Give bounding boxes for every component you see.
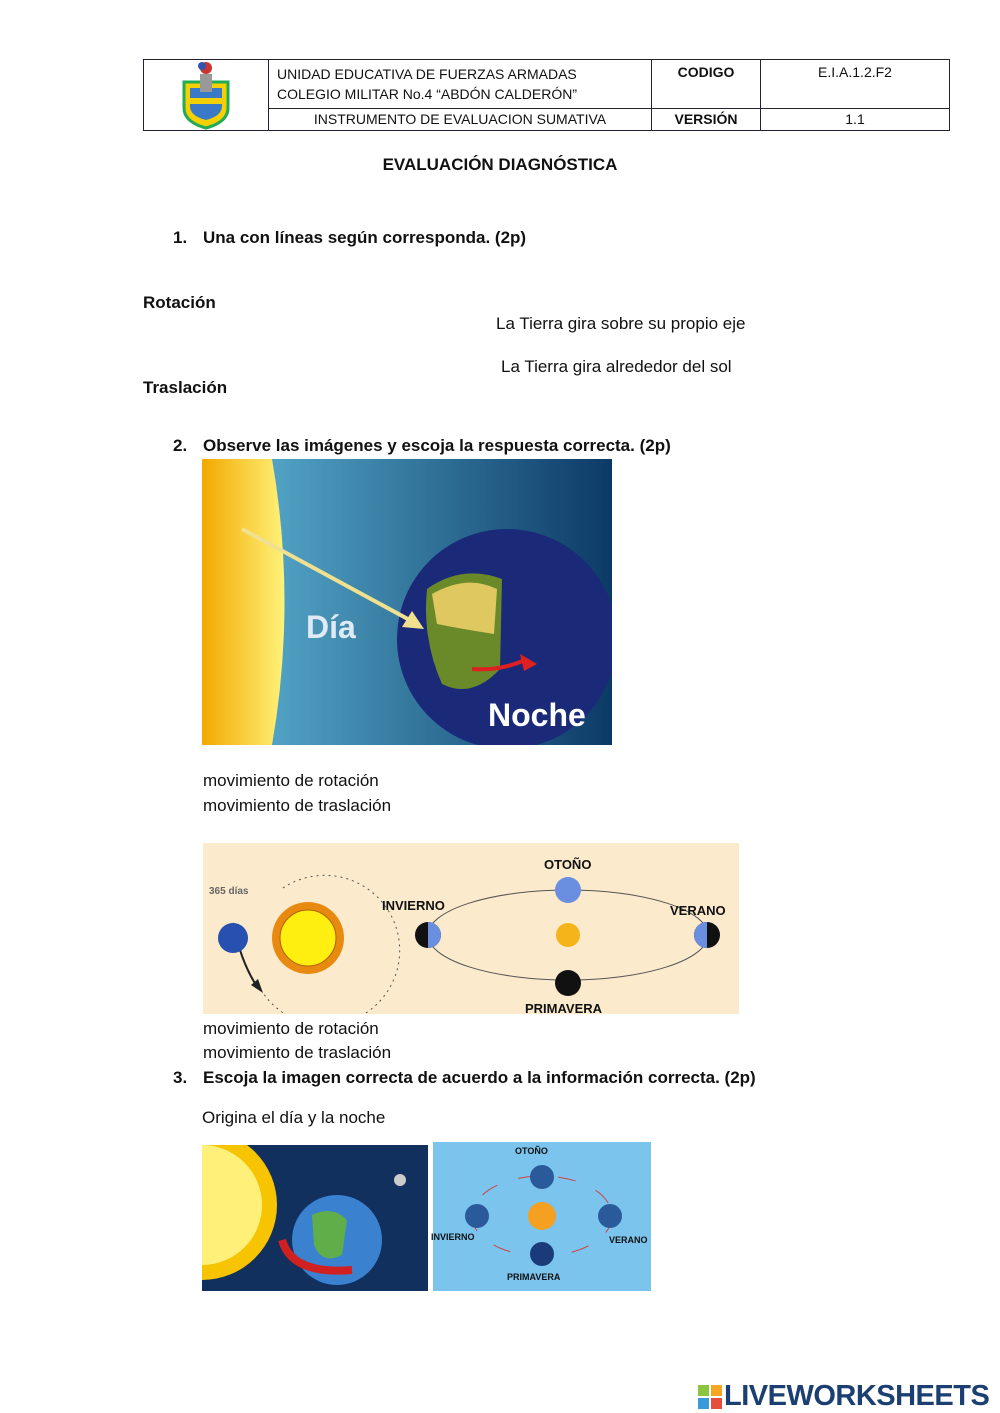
day-night-image	[202, 459, 612, 745]
question-3-number: 3.	[173, 1068, 188, 1087]
day-label: Día	[306, 609, 356, 645]
spring-label: PRIMAVERA	[525, 1001, 603, 1016]
college-name: COLEGIO MILITAR No.4 “ABDÓN CALDERÓN”	[277, 85, 578, 102]
page-title: EVALUACIÓN DIAGNÓSTICA	[382, 155, 618, 174]
school-logo	[144, 60, 269, 131]
question-1-number: 1.	[173, 228, 188, 247]
liveworksheets-logo	[698, 1380, 989, 1413]
code-value: E.I.A.1.2.F2	[761, 60, 950, 109]
option-rotacion-1[interactable]: movimiento de rotación	[203, 771, 379, 790]
spring-label-2: PRIMAVERA	[507, 1272, 561, 1282]
school-name: UNIDAD EDUCATIVA DE FUERZAS ARMADAS	[277, 65, 577, 82]
match-left-rotacion[interactable]: Rotación	[143, 293, 216, 312]
match-right-own-axis[interactable]: La Tierra gira sobre su propio eje	[496, 314, 746, 333]
shield-logo-icon	[176, 60, 236, 130]
match-left-traslacion[interactable]: Traslación	[143, 378, 228, 397]
instrument-name: INSTRUMENTO DE EVALUACION SUMATIVA	[269, 108, 652, 130]
winter-label: INVIERNO	[382, 898, 445, 913]
night-label: Noche	[488, 697, 586, 733]
option-rotacion-2[interactable]: movimiento de rotación	[203, 1019, 379, 1038]
question-2-number: 2.	[173, 436, 188, 455]
translation-image-choice[interactable]	[433, 1142, 651, 1291]
question-3-prompt: Origina el día y la noche	[202, 1108, 386, 1127]
rotation-image-choice[interactable]	[202, 1145, 428, 1291]
seasons-orbit-image	[203, 843, 739, 1014]
days-label: 365 días	[209, 886, 249, 897]
header-table	[143, 59, 950, 131]
question-1-text: Una con líneas según corresponda. (2p)	[203, 228, 527, 247]
autumn-label: OTOÑO	[544, 857, 592, 872]
question-2-text: Observe las imágenes y escoja la respuesta correcta. (2p)	[203, 436, 671, 455]
version-label: VERSIÓN	[652, 108, 761, 130]
brand-name: LIVEWORKSHEETS	[724, 1380, 990, 1412]
question-3-text: Escoja la imagen correcta de acuerdo a la información correcta. (2p)	[203, 1068, 756, 1087]
summer-label-2: VERANO	[609, 1235, 648, 1245]
code-label: CODIGO	[652, 60, 761, 109]
live-blocks-icon	[698, 1385, 722, 1409]
winter-label-2: INVIERNO	[431, 1232, 475, 1242]
version-value: 1.1	[761, 108, 950, 130]
option-traslacion-1[interactable]: movimiento de traslación	[203, 796, 392, 815]
option-traslacion-2[interactable]: movimiento de traslación	[203, 1043, 392, 1062]
match-right-around-sun[interactable]: La Tierra gira alrededor del sol	[501, 357, 732, 376]
summer-label: VERANO	[670, 903, 726, 918]
autumn-label-2: OTOÑO	[515, 1146, 548, 1156]
